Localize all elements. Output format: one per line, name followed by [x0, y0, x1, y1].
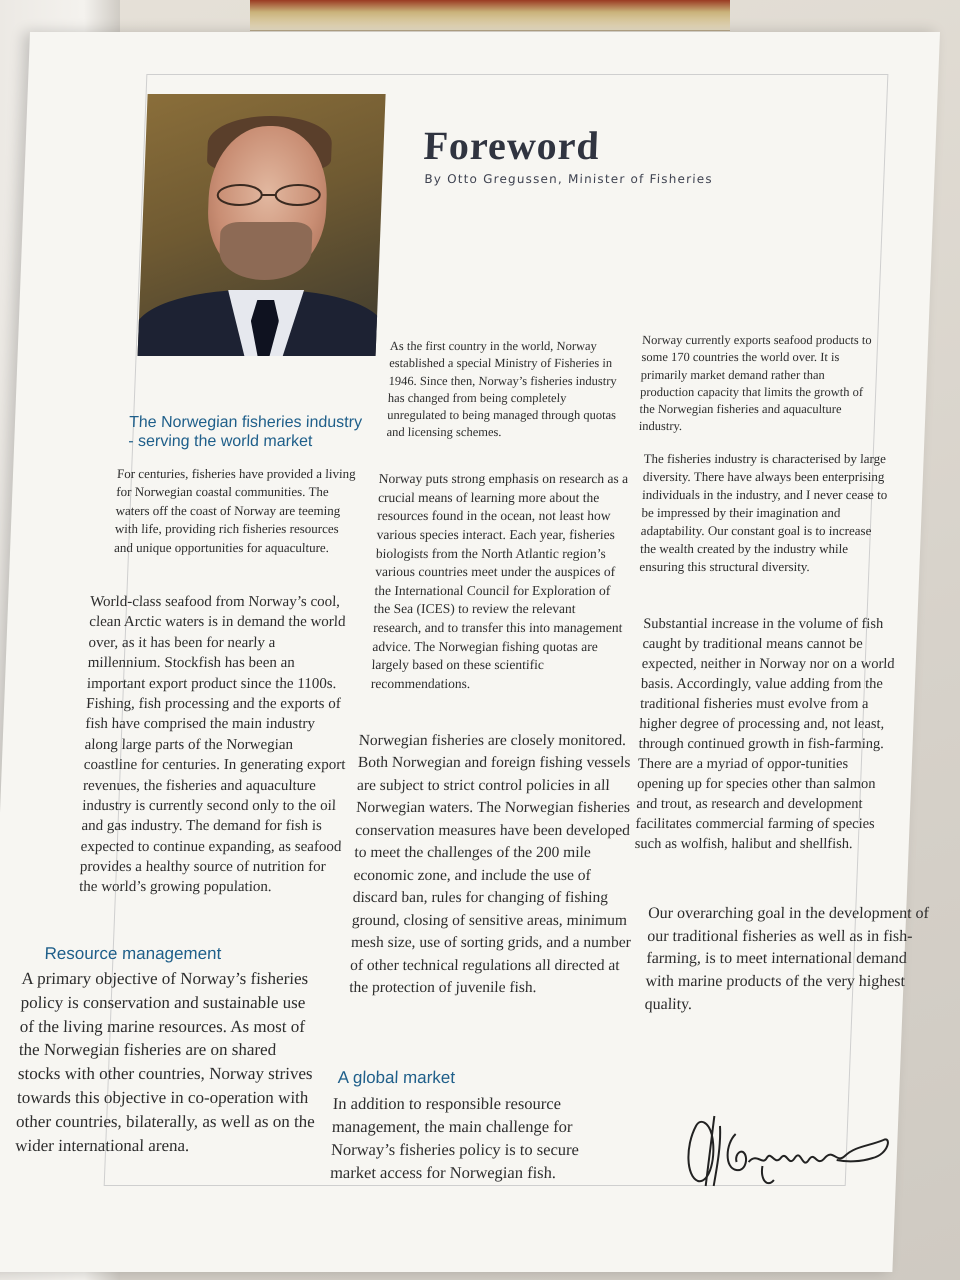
- intro-paragraph-2: [78, 592, 352, 916]
- portrait-glasses: [213, 182, 324, 208]
- right-paragraph-1: [638, 332, 883, 454]
- middle-paragraph-3: [348, 730, 639, 1018]
- middle-paragraph-1: [386, 338, 621, 460]
- paragraph: Norway puts strong emphasis on research as a crucial means of learning more about the resources found in the ocean, not least how various species interact. Each year, fisheries biologists from the North Atlantic region’s various countries meet under the auspices of the International Council for Exploration of the Sea (ICES) to review the relevant research, and to transfer this into management advice. The Norwegian fishing quotas are largely based on these scientific recommendations.: [370, 471, 629, 691]
- paragraph: A primary objective of Norway’s fisheries policy is conservation and sustainable use of the living marine resources. As most of the Norwegian fisheries are on shared stocks with other countries, Norway strives towards this objective in co-operation with other countries, bilaterally, as well as on the wider international arena.: [14, 969, 316, 1155]
- resource-paragraph: [14, 967, 322, 1175]
- right-paragraph-4: [643, 903, 938, 1035]
- global-market-heading: A global market: [337, 1068, 456, 1087]
- paragraph: Norway currently exports seafood products to some 170 countries the world over. It is primarily market demand rather than production capacity that limits the growth of the Norwegian fisheries and aquaculture industry.: [638, 333, 872, 434]
- paragraph: World-class seafood from Norway’s cool, clean Arctic waters is in demand the world over, as it has been for nearly a millennium. Stockfish has been an important export product since the 1100s. Fishing, fish processing and the exports of fish have comprised the main industry along large parts of the Norwegian coastline for centuries. In generating export revenues, the fisheries and aquaculture industry is currently second only to the oil and gas industry. The demand for fish is expected to continue expanding, as seafood provides a healthy source of nutrition for the world’s growing population.: [78, 594, 346, 896]
- paragraph: Our overarching goal in the development of our traditional fisheries as well as in fish-farming, is to meet international demand with marine products of the very highest quality.: [644, 905, 930, 1013]
- paragraph: Norwegian fisheries are closely monitored. Both Norwegian and foreign fishing vessels are subject to strict control policies in all Norwegian waters. The Norwegian fisheries conservation measures have been developed to meet the challenges of the 200 mile economic zone, and include the use of discard ban, rules for changing of fishing ground, closing of sensitive areas, minimum mesh size, use of sorting grids, and a number of other technical regulations all directed at the protection of juvenile fish.: [348, 732, 632, 997]
- right-paragraph-2: [638, 450, 892, 594]
- foreword-page: [0, 32, 940, 1272]
- portrait-beard: [218, 222, 312, 280]
- paragraph: Substantial increase in the volume of fish caught by traditional means cannot be expected, neither in Norway nor on a world basis. Accordingly, value adding from the traditional fisheries must evolve from a higher degree of processing and, not least, through continued growth in fish-farming. There are a myriad of oppor-tunities opening up for species other than salmon and trout, as research and development facilitates commercial farming of species such as wolfish, halibut and shellfish.: [634, 616, 895, 852]
- signature-icon: [675, 1096, 909, 1206]
- paragraph: For centuries, fisheries have provided a living for Norwegian coastal communities. The waters off the coast of Norway are teeming with life, providing rich fisheries resources and unique opportunities for aquaculture.: [113, 466, 356, 555]
- resource-heading: Resource management: [44, 944, 222, 963]
- intro-paragraph-1: [113, 465, 357, 575]
- signature-image: [675, 1096, 909, 1206]
- intro-heading: The Norwegian fisheries industry - serving the world market: [127, 414, 363, 451]
- paragraph: In addition to responsible resource management, the main challenge for Norway’s fisheries policy is to secure market access for Norwegian fish.: [329, 1094, 580, 1183]
- byline: By Otto Gregussen, Minister of Fisheries: [424, 172, 714, 186]
- minister-portrait: [138, 94, 386, 356]
- global-market-paragraph: [329, 1092, 623, 1202]
- right-paragraph-3: [634, 614, 900, 872]
- page-title: Foreword: [422, 123, 601, 168]
- book-edge: [250, 0, 730, 31]
- middle-paragraph-2: [370, 470, 629, 712]
- paragraph: The fisheries industry is characterised by large diversity. There have always been enterprising individuals in the industry, and I never cease to be impressed by their imagination and adaptability. Our constant goal is to increase the wealth created by the industry while ensuring this structural diversity.: [639, 451, 888, 574]
- paragraph: As the first country in the world, Norway established a special Ministry of Fisheries in 1946. Since then, Norway’s fisheries industry has changed from being completely unregulated to being managed through quotas and licensing schemes.: [386, 339, 617, 440]
